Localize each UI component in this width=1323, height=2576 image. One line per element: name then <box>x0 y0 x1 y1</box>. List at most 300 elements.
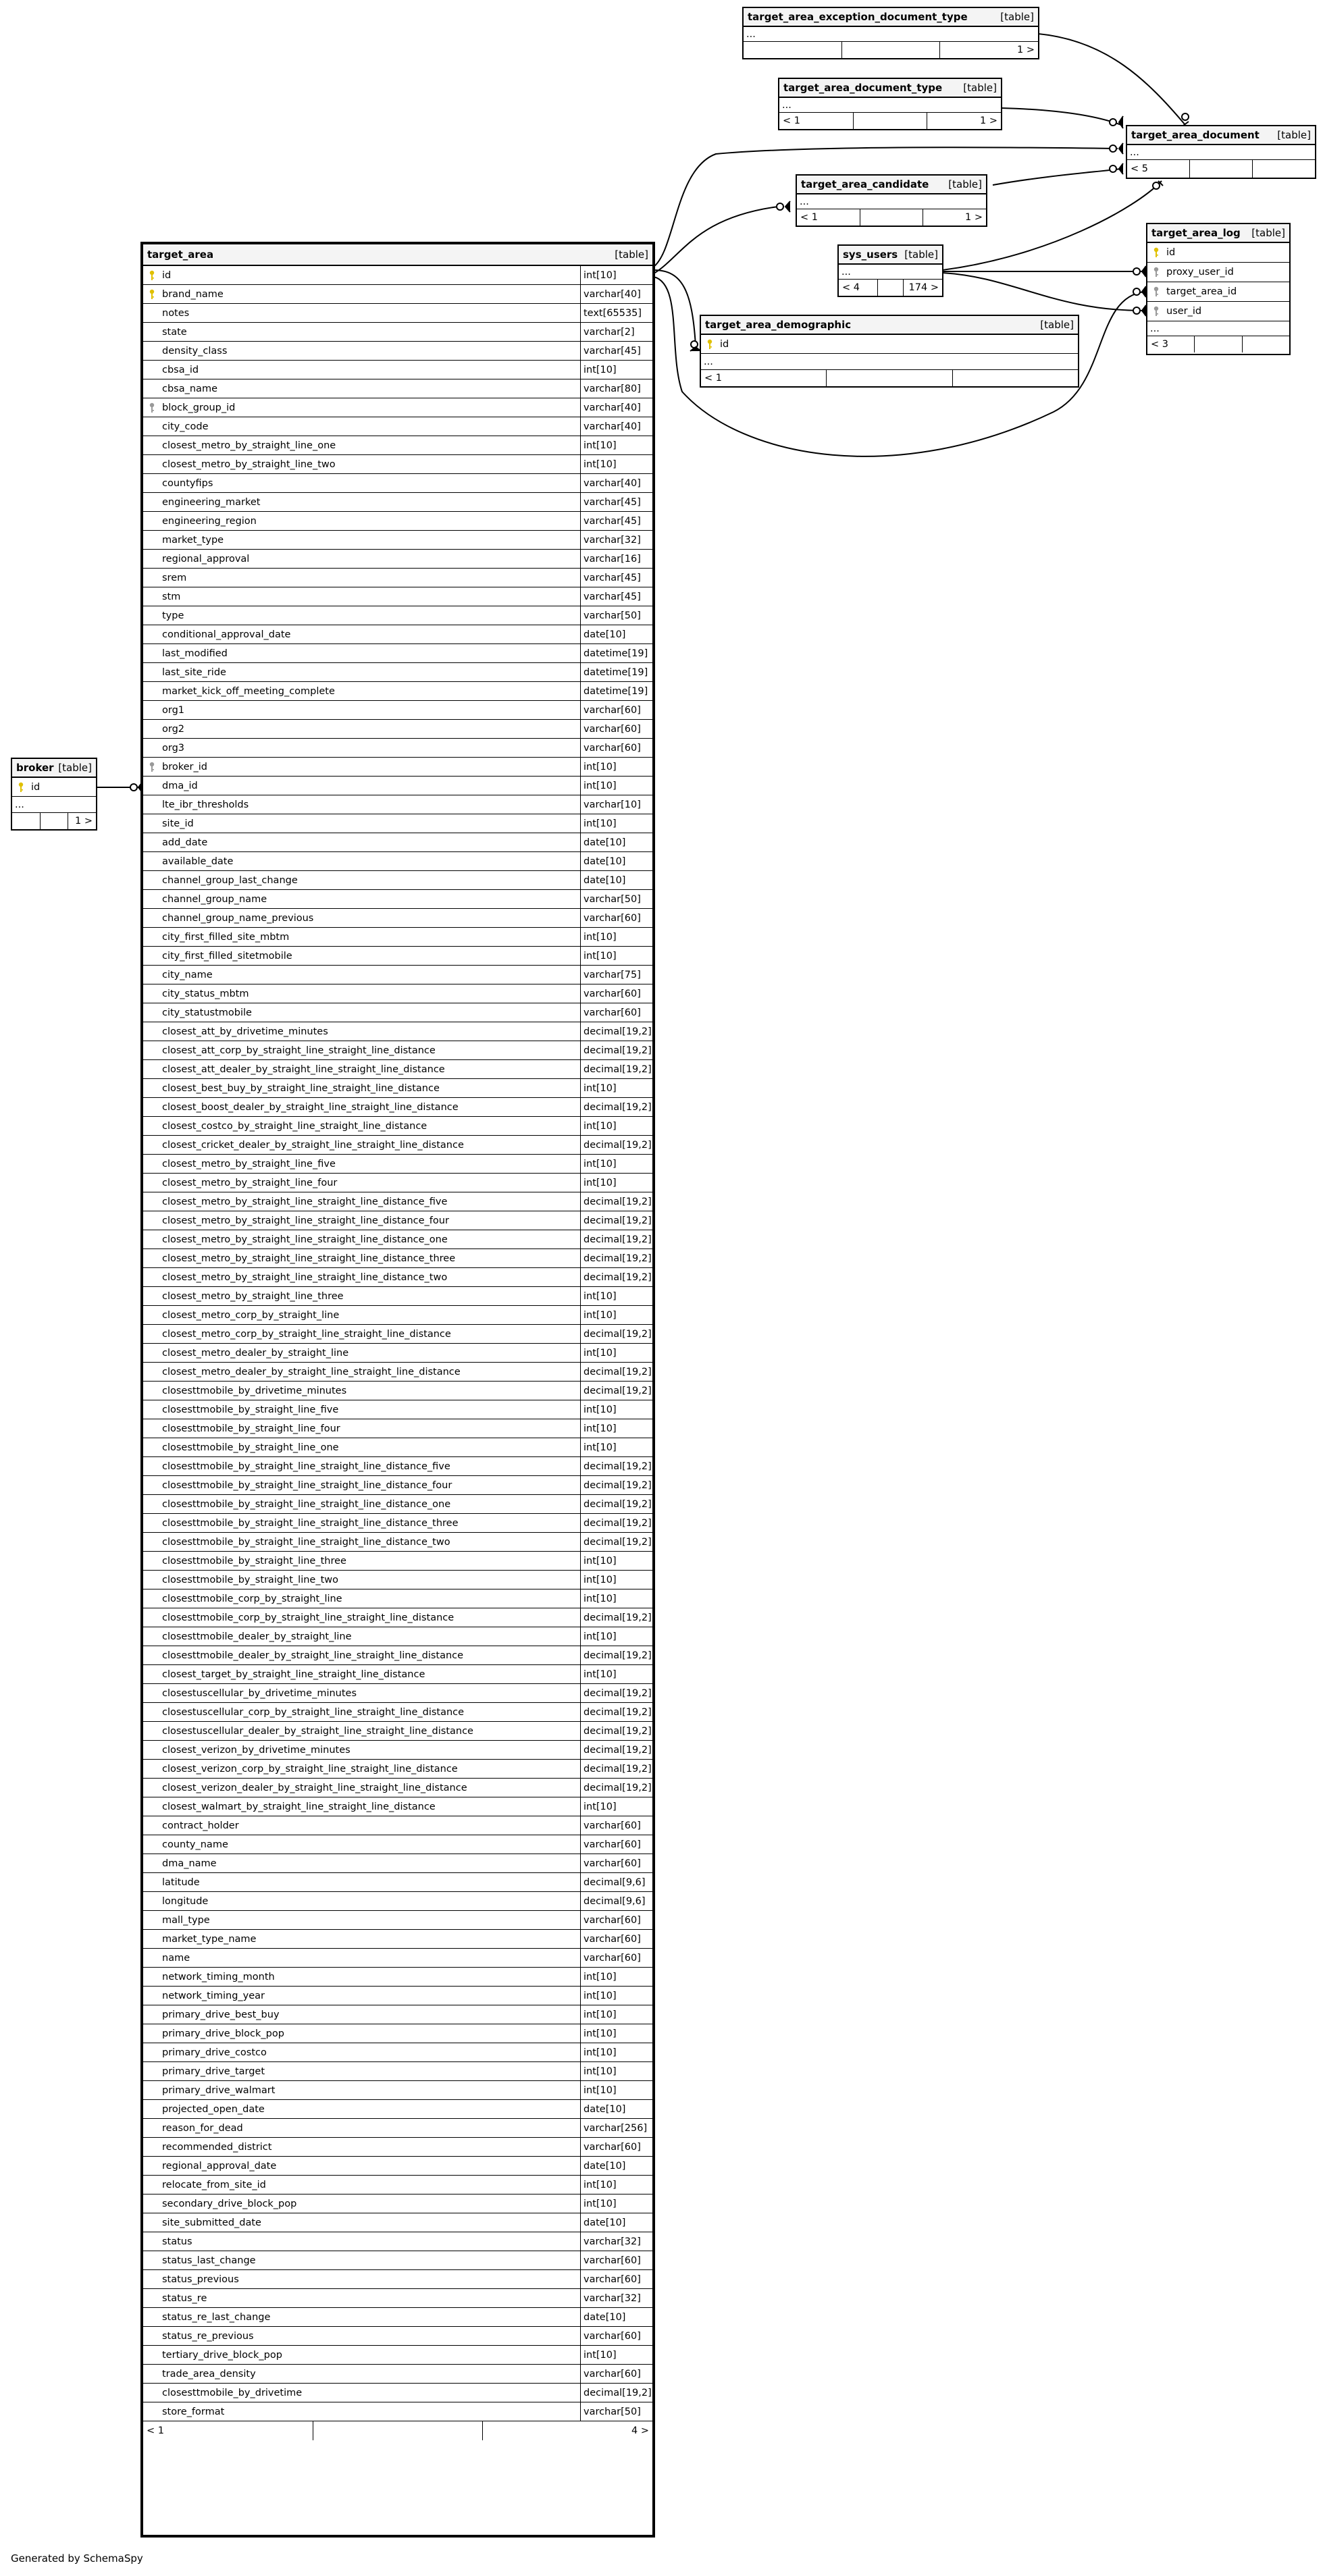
column-row[interactable] <box>143 1968 652 1987</box>
column-name: contract_holder <box>162 1820 239 1831</box>
column-row[interactable] <box>143 871 652 890</box>
column-row[interactable] <box>143 2062 652 2081</box>
column-name: status_re_last_change <box>162 2311 271 2323</box>
column-row[interactable] <box>143 587 652 606</box>
column-row[interactable] <box>143 1382 652 1400</box>
column-name: channel_group_name_previous <box>162 912 314 924</box>
column-name: density_class <box>162 345 228 357</box>
column-type: int[10] <box>580 266 652 284</box>
column-name: closesttmobile_by_straight_line_straight_line_distance_two <box>162 1536 450 1548</box>
column-row[interactable] <box>143 2232 652 2251</box>
column-row[interactable] <box>1147 263 1289 282</box>
table-target-area-exception-document-type[interactable] <box>742 7 1039 59</box>
column-row[interactable] <box>143 1722 652 1741</box>
column-row[interactable] <box>143 1117 652 1136</box>
column-row[interactable] <box>143 1136 652 1155</box>
column-name: site_submitted_date <box>162 2217 261 2228</box>
column-type: varchar[45] <box>580 587 652 606</box>
column-row[interactable] <box>143 984 652 1003</box>
column-row[interactable] <box>143 1325 652 1344</box>
ellipsis-row: ... <box>701 354 1078 370</box>
column-row[interactable] <box>143 1306 652 1325</box>
column-type: decimal[19,2] <box>580 1041 652 1059</box>
column-type: decimal[19,2] <box>580 1779 652 1797</box>
column-type: int[10] <box>580 2043 652 2061</box>
ellipsis-row: ... <box>839 265 942 280</box>
column-row[interactable] <box>143 493 652 512</box>
primary-key-icon <box>146 289 158 300</box>
column-row[interactable] <box>143 947 652 966</box>
column-row[interactable] <box>143 1192 652 1211</box>
column-row[interactable] <box>143 2327 652 2346</box>
column-type: varchar[50] <box>580 2402 652 2421</box>
column-row[interactable] <box>143 1060 652 1079</box>
column-name: city_code <box>162 421 209 432</box>
column-row[interactable] <box>143 1949 652 1968</box>
column-name: primary_drive_best_buy <box>162 2009 280 2020</box>
column-type: date[10] <box>580 871 652 889</box>
column-row[interactable] <box>143 1760 652 1779</box>
column-type: int[10] <box>580 2062 652 2080</box>
column-row[interactable] <box>143 1589 652 1608</box>
column-name: closest_metro_by_straight_line_five <box>162 1158 336 1169</box>
column-row[interactable] <box>143 606 652 625</box>
column-row[interactable] <box>143 1400 652 1419</box>
column-type: varchar[60] <box>580 2251 652 2269</box>
column-row[interactable] <box>143 2346 652 2365</box>
table-header: sys_users [table] <box>839 246 942 265</box>
column-row[interactable] <box>143 531 652 550</box>
column-type: int[10] <box>580 1552 652 1570</box>
column-row[interactable] <box>143 417 652 436</box>
table-target-area-document[interactable] <box>1126 125 1316 179</box>
column-row[interactable] <box>143 266 652 285</box>
column-name: broker_id <box>162 761 207 772</box>
column-name: closestuscellular_by_drivetime_minutes <box>162 1687 357 1699</box>
column-row[interactable] <box>143 1533 652 1552</box>
column-type: varchar[60] <box>580 701 652 719</box>
column-name: lte_ibr_thresholds <box>162 799 249 810</box>
column-row[interactable] <box>143 379 652 398</box>
column-type: decimal[19,2] <box>580 1382 652 1400</box>
column-row[interactable] <box>143 2005 652 2024</box>
column-name: name <box>162 1952 190 1964</box>
column-row[interactable] <box>143 1930 652 1949</box>
column-name: closesttmobile_corp_by_straight_line_straight_line_distance <box>162 1612 455 1623</box>
column-row[interactable] <box>143 814 652 833</box>
column-type: int[10] <box>580 2005 652 2024</box>
column-type: int[10] <box>580 1079 652 1097</box>
column-type: decimal[19,2] <box>580 1363 652 1381</box>
column-row[interactable] <box>143 2365 652 2384</box>
column-type: decimal[19,2] <box>580 1684 652 1702</box>
column-type: decimal[19,2] <box>580 1533 652 1551</box>
column-row[interactable] <box>143 1476 652 1495</box>
column-name: market_type_name <box>162 1933 257 1945</box>
column-type: varchar[50] <box>580 606 652 625</box>
column-name: add_date <box>162 837 208 848</box>
table-header: target_area_exception_document_type [table] <box>744 8 1038 27</box>
column-name: countyfips <box>162 477 213 489</box>
column-name: closest_metro_corp_by_straight_line_straight_line_distance <box>162 1328 451 1340</box>
column-type: varchar[60] <box>580 2138 652 2156</box>
column-name: brand_name <box>162 288 224 300</box>
column-type: decimal[19,2] <box>580 1608 652 1627</box>
column-type: decimal[19,2] <box>580 1646 652 1664</box>
column-name: closest_metro_dealer_by_straight_line <box>162 1347 349 1359</box>
column-row[interactable] <box>143 644 652 663</box>
column-type: date[10] <box>580 2308 652 2326</box>
column-type: varchar[60] <box>580 720 652 738</box>
column-type: int[10] <box>580 1589 652 1608</box>
column-name: status_last_change <box>162 2255 256 2266</box>
column-row[interactable] <box>143 1495 652 1514</box>
column-name: primary_drive_block_pop <box>162 2028 284 2039</box>
column-row[interactable] <box>143 323 652 342</box>
edge-document-type-to-document <box>1001 108 1121 125</box>
column-name: city_first_filled_sitetmobile <box>162 950 292 962</box>
column-type: int[10] <box>580 1174 652 1192</box>
column-row[interactable] <box>143 1646 652 1665</box>
column-type: decimal[9,6] <box>580 1873 652 1891</box>
column-type: int[10] <box>580 1306 652 1324</box>
column-row[interactable] <box>143 1098 652 1117</box>
column-row[interactable] <box>143 1627 652 1646</box>
column-name: closest_metro_by_straight_line_straight_line_distance_four <box>162 1215 449 1226</box>
column-name: market_type <box>162 534 224 546</box>
column-name: available_date <box>162 856 234 867</box>
column-type: decimal[19,2] <box>580 1325 652 1343</box>
column-type: decimal[19,2] <box>580 1136 652 1154</box>
column-row[interactable] <box>1147 243 1289 263</box>
column-type: varchar[45] <box>580 493 652 511</box>
column-row[interactable] <box>143 2043 652 2062</box>
column-name: closest_att_corp_by_straight_line_straight_line_distance <box>162 1045 436 1056</box>
column-name: closesttmobile_dealer_by_straight_line <box>162 1631 352 1642</box>
column-type: datetime[19] <box>580 663 652 681</box>
column-type: varchar[60] <box>580 2365 652 2383</box>
ellipsis-row: ... <box>1127 145 1315 160</box>
column-row[interactable] <box>143 1571 652 1589</box>
column-name: city_statustmobile <box>162 1007 252 1018</box>
column-row[interactable] <box>143 1892 652 1911</box>
column-row[interactable] <box>143 1438 652 1457</box>
column-row[interactable] <box>143 1041 652 1060</box>
column-type: varchar[40] <box>580 398 652 417</box>
column-name: closest_verizon_by_drivetime_minutes <box>162 1744 351 1756</box>
column-name: channel_group_last_change <box>162 874 298 886</box>
column-name: tertiary_drive_block_pop <box>162 2349 282 2361</box>
column-row[interactable] <box>143 1268 652 1287</box>
column-row[interactable] <box>143 1816 652 1835</box>
column-type: int[10] <box>580 947 652 965</box>
column-row[interactable] <box>143 833 652 852</box>
column-row[interactable] <box>143 795 652 814</box>
column-row[interactable] <box>143 1665 652 1684</box>
column-type: decimal[9,6] <box>580 1892 652 1910</box>
primary-key-icon <box>704 339 716 350</box>
column-row[interactable] <box>143 682 652 701</box>
column-type: varchar[75] <box>580 966 652 984</box>
column-name: city_first_filled_site_mbtm <box>162 931 290 943</box>
column-name: closest_metro_by_straight_line_two <box>162 458 336 470</box>
column-row[interactable] <box>143 2138 652 2157</box>
column-row[interactable] <box>143 2251 652 2270</box>
column-type: varchar[32] <box>580 2232 652 2251</box>
column-row[interactable] <box>143 1835 652 1854</box>
column-row[interactable] <box>143 398 652 417</box>
column-row[interactable] <box>143 1155 652 1174</box>
column-row[interactable] <box>143 2024 652 2043</box>
table-header: target_area_candidate [table] <box>797 176 986 194</box>
column-row[interactable] <box>143 2308 652 2327</box>
column-row[interactable] <box>143 890 652 909</box>
column-name: closestuscellular_dealer_by_straight_line_straight_line_distance <box>162 1725 473 1737</box>
column-name: primary_drive_walmart <box>162 2084 276 2096</box>
column-row[interactable] <box>143 701 652 720</box>
column-row[interactable] <box>143 1079 652 1098</box>
column-name: org3 <box>162 742 185 754</box>
column-name: closesttmobile_dealer_by_straight_line_straight_line_distance <box>162 1650 464 1661</box>
column-row[interactable] <box>143 2157 652 2176</box>
column-row[interactable] <box>1147 302 1289 321</box>
table-footer: < 5 <box>1127 160 1315 178</box>
column-name: conditional_approval_date <box>162 629 291 640</box>
column-name: closesttmobile_by_straight_line_one <box>162 1442 339 1453</box>
column-name: relocate_from_site_id <box>162 2179 266 2190</box>
column-type: date[10] <box>580 2100 652 2118</box>
table-target-area-candidate[interactable] <box>796 174 987 227</box>
column-row[interactable] <box>143 2289 652 2308</box>
column-name: status <box>162 2236 192 2247</box>
table-footer: < 3 <box>1147 336 1289 352</box>
column-row[interactable] <box>143 2100 652 2119</box>
column-row[interactable] <box>143 2270 652 2289</box>
column-name: closest_metro_by_straight_line_three <box>162 1290 344 1302</box>
column-type: varchar[60] <box>580 1930 652 1948</box>
column-row[interactable] <box>143 777 652 795</box>
foreign-key-icon <box>146 402 158 413</box>
column-name: type <box>162 610 184 621</box>
column-row[interactable] <box>143 474 652 493</box>
column-row[interactable] <box>143 1741 652 1760</box>
ellipsis-row: ... <box>779 98 1001 113</box>
column-name: dma_name <box>162 1858 217 1869</box>
column-type: decimal[19,2] <box>580 1703 652 1721</box>
column-row[interactable] <box>143 2119 652 2138</box>
column-row[interactable] <box>143 455 652 474</box>
column-type: date[10] <box>580 625 652 643</box>
column-row[interactable] <box>143 1211 652 1230</box>
column-type: int[10] <box>580 2194 652 2213</box>
column-row[interactable] <box>143 1249 652 1268</box>
column-row[interactable] <box>143 1911 652 1930</box>
column-row[interactable] <box>143 304 652 323</box>
primary-key-icon <box>146 270 158 281</box>
column-name: projected_open_date <box>162 2103 265 2115</box>
column-row[interactable] <box>143 720 652 739</box>
column-row[interactable] <box>143 2081 652 2100</box>
column-row[interactable] <box>143 1779 652 1797</box>
column-row[interactable] <box>143 342 652 361</box>
column-row[interactable] <box>143 1552 652 1571</box>
table-target-area-document-type[interactable] <box>778 78 1002 130</box>
column-type: decimal[19,2] <box>580 2384 652 2402</box>
column-row[interactable] <box>143 2194 652 2213</box>
column-row[interactable] <box>143 1174 652 1192</box>
ellipsis-row: ... <box>744 27 1038 42</box>
table-target-area-log[interactable] <box>1146 223 1291 355</box>
column-type: int[10] <box>580 1571 652 1589</box>
column-row[interactable] <box>143 512 652 531</box>
column-row[interactable] <box>143 1514 652 1533</box>
column-row[interactable] <box>143 625 652 644</box>
column-name: closest_verizon_corp_by_straight_line_straight_line_distance <box>162 1763 458 1775</box>
column-row[interactable] <box>143 1287 652 1306</box>
column-name: closest_metro_by_straight_line_straight_line_distance_three <box>162 1253 456 1264</box>
column-type: decimal[19,2] <box>580 1514 652 1532</box>
column-type: varchar[60] <box>580 984 652 1003</box>
column-type: date[10] <box>580 2157 652 2175</box>
column-name: notes <box>162 307 190 319</box>
column-type: varchar[10] <box>580 795 652 814</box>
column-name: engineering_region <box>162 515 257 527</box>
column-name: closest_metro_corp_by_straight_line <box>162 1309 340 1321</box>
column-name: closest_metro_by_straight_line_straight_line_distance_five <box>162 1196 448 1207</box>
column-type: date[10] <box>580 852 652 870</box>
table-footer: < 1 4 > <box>143 2421 652 2440</box>
column-name: primary_drive_target <box>162 2066 265 2077</box>
primary-key-icon <box>1150 247 1162 258</box>
column-name: closest_metro_by_straight_line_four <box>162 1177 338 1188</box>
column-type: decimal[19,2] <box>580 1192 652 1211</box>
column-type: int[10] <box>580 361 652 379</box>
column-name: closest_att_by_drivetime_minutes <box>162 1026 328 1037</box>
column-row[interactable] <box>143 966 652 984</box>
column-row[interactable] <box>143 1987 652 2005</box>
column-row[interactable] <box>143 928 652 947</box>
column-name: network_timing_year <box>162 1990 265 2001</box>
column-type: int[10] <box>580 1117 652 1135</box>
column-name: closesttmobile_by_straight_line_straight_line_distance_one <box>162 1498 451 1510</box>
column-row[interactable] <box>143 739 652 758</box>
column-row[interactable] <box>143 758 652 777</box>
column-type: varchar[45] <box>580 569 652 587</box>
column-type: date[10] <box>580 833 652 851</box>
column-row[interactable] <box>143 1344 652 1363</box>
foreign-key-icon <box>1150 286 1162 297</box>
column-name: city_name <box>162 969 213 980</box>
column-name: closest_best_buy_by_straight_line_straight_line_distance <box>162 1082 440 1094</box>
column-row[interactable] <box>143 1363 652 1382</box>
column-type: varchar[16] <box>580 550 652 568</box>
column-row[interactable] <box>143 361 652 379</box>
column-type: decimal[19,2] <box>580 1211 652 1230</box>
column-name: closest_metro_by_straight_line_one <box>162 440 336 451</box>
column-name: id <box>162 269 172 281</box>
column-name: closest_target_by_straight_line_straight_line_distance <box>162 1668 425 1680</box>
column-row[interactable] <box>143 1873 652 1892</box>
column-type: int[10] <box>580 2176 652 2194</box>
column-row[interactable] <box>143 1608 652 1627</box>
column-type: int[10] <box>580 1797 652 1816</box>
table-target-area-demographic[interactable] <box>700 315 1079 388</box>
table-broker[interactable] <box>11 758 97 831</box>
table-target-area[interactable] <box>140 242 655 2538</box>
column-name: county_name <box>162 1839 228 1850</box>
column-name: network_timing_month <box>162 1971 275 1982</box>
column-row[interactable] <box>143 1419 652 1438</box>
column-row[interactable] <box>143 1230 652 1249</box>
column-row[interactable] <box>143 852 652 871</box>
column-row[interactable] <box>12 778 96 797</box>
column-name: longitude <box>162 1895 209 1907</box>
column-name: proxy_user_id <box>1166 267 1234 278</box>
column-row[interactable] <box>143 2176 652 2194</box>
column-name: closesttmobile_by_straight_line_three <box>162 1555 346 1567</box>
column-row[interactable] <box>143 909 652 928</box>
column-name: latitude <box>162 1876 200 1888</box>
column-row[interactable] <box>143 2213 652 2232</box>
table-header: target_area_log [table] <box>1147 224 1289 243</box>
column-name: state <box>162 326 187 338</box>
column-row[interactable] <box>143 1854 652 1873</box>
column-name: closest_metro_by_straight_line_straight_line_distance_two <box>162 1271 448 1283</box>
column-row[interactable] <box>143 285 652 304</box>
column-type: datetime[19] <box>580 682 652 700</box>
column-name: site_id <box>162 818 194 829</box>
column-type: int[10] <box>580 1155 652 1173</box>
column-row[interactable] <box>143 1457 652 1476</box>
column-row[interactable] <box>143 436 652 455</box>
column-type: varchar[60] <box>580 1911 652 1929</box>
column-type: int[10] <box>580 1419 652 1438</box>
column-name: closest_walmart_by_straight_line_straight_line_distance <box>162 1801 436 1812</box>
column-row[interactable] <box>701 335 1078 354</box>
table-header: target_area_document [table] <box>1127 126 1315 145</box>
column-name: engineering_market <box>162 496 261 508</box>
column-name: id <box>31 781 41 793</box>
column-row[interactable] <box>143 550 652 569</box>
column-type: datetime[19] <box>580 644 652 662</box>
column-row[interactable] <box>143 1022 652 1041</box>
ellipsis-row: ... <box>797 194 986 209</box>
column-type: int[10] <box>580 1627 652 1646</box>
column-row[interactable] <box>143 1703 652 1722</box>
column-type: varchar[256] <box>580 2119 652 2137</box>
column-type: varchar[32] <box>580 2289 652 2307</box>
column-row[interactable] <box>143 1684 652 1703</box>
foreign-key-icon <box>1150 306 1162 317</box>
column-row[interactable] <box>143 663 652 682</box>
column-type: varchar[60] <box>580 1816 652 1835</box>
column-type: varchar[45] <box>580 342 652 360</box>
column-row[interactable] <box>143 569 652 587</box>
table-header: target_area_document_type [table] <box>779 79 1001 98</box>
column-row[interactable] <box>143 2384 652 2402</box>
column-type: date[10] <box>580 2213 652 2232</box>
column-row[interactable] <box>143 2402 652 2421</box>
table-footer: < 1 <box>701 370 1078 386</box>
column-row[interactable] <box>143 1003 652 1022</box>
column-row[interactable] <box>143 1797 652 1816</box>
column-row[interactable] <box>1147 282 1289 302</box>
column-type: int[10] <box>580 2346 652 2364</box>
column-type: decimal[19,2] <box>580 1022 652 1041</box>
column-name: city_status_mbtm <box>162 988 249 999</box>
column-name: status_previous <box>162 2273 239 2285</box>
table-sys-users[interactable] <box>837 244 943 297</box>
